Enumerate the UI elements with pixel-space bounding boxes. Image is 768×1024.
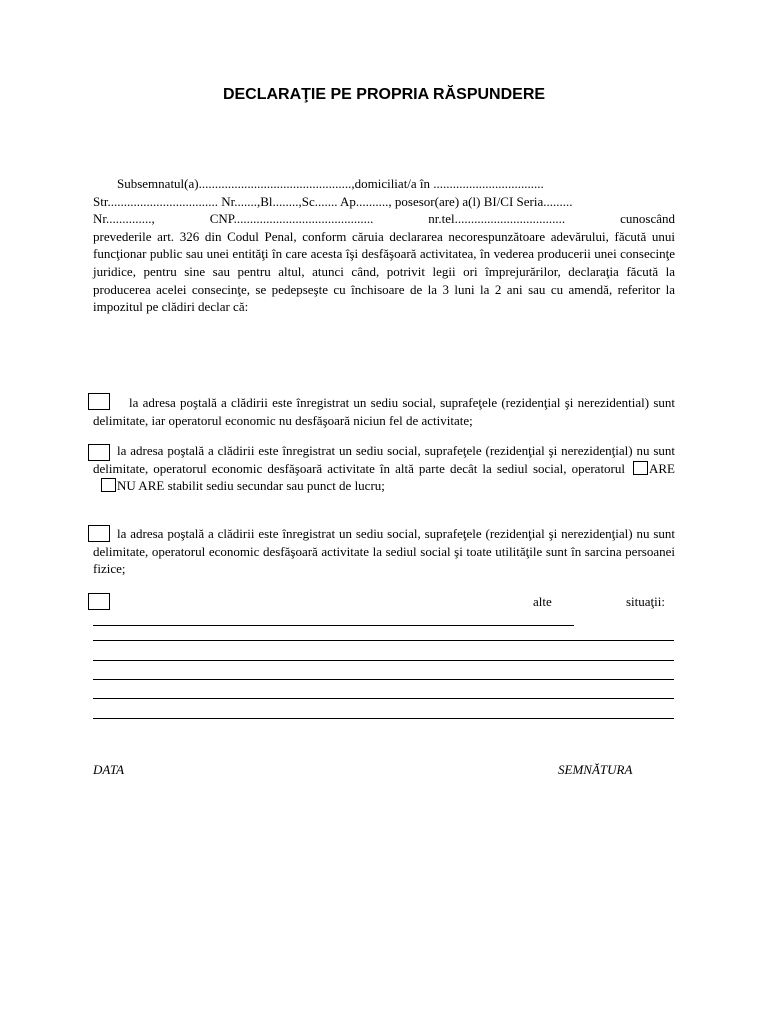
nu-are-label: NU ARE [117, 478, 165, 494]
intro-section [93, 175, 675, 316]
situations-label: situaţii: [626, 594, 665, 609]
option-2-main: la adresa poştală a clădirii este înregistrat un sediu social, suprafeţele (rezidenţial şi nerezidenţial) nu sunt delimitate, operatorul economic desfăşoară activitate în altă parte decât la sediul social, operatorul [93, 443, 675, 476]
nu-are-checkbox[interactable] [101, 478, 116, 492]
option-2-tail: stabilit sediu secundar sau punct de lucru; [167, 478, 385, 494]
intro-line-ids [93, 210, 675, 228]
date-label: DATA [93, 762, 125, 777]
other-label: alte [533, 594, 552, 609]
are-checkbox[interactable] [633, 461, 648, 475]
intro-line-address: Str.................................. Nr.......,Bl........,Sc....... Ap.........., posesor(are) a(l) BI/CI Seria......... [93, 193, 573, 209]
write-line-4[interactable] [93, 679, 674, 680]
knowing-word: cunoscând [620, 211, 675, 227]
option-1-text: la adresa poştală a clădirii este înregistrat un sediu social, suprafeţele (rezidenţial şi nerezidential) sunt delimitate, iar operatorul economic nu desfăşoară niciun fel de activitate; [93, 395, 675, 428]
signature-label: SEMNĂTURA [558, 762, 633, 777]
document-title: DECLARAŢIE PE PROPRIA RĂSPUNDERE [222, 86, 546, 103]
option-3-text: la adresa poştală a clădirii este înregistrat un sediu social, suprafeţele (rezidenţial şi nerezidenţial) nu sunt delimitate, operatorul economic desfăşoară activitate la sediul social şi toate utilităţile sunt în sarcina persoanei fizice; [93, 526, 675, 577]
write-line-6[interactable] [93, 718, 674, 719]
are-label: ARE [649, 460, 675, 476]
phone-field: nr.tel.................................. [428, 211, 566, 227]
intro-line-name: Subsemnatul(a)...............................................,domiciliat/a în .................................. [117, 176, 544, 191]
write-line-3[interactable] [93, 660, 674, 661]
write-line-1[interactable] [93, 625, 574, 626]
nr-field: Nr.............., [93, 211, 155, 227]
option-4-checkbox[interactable] [88, 593, 110, 610]
write-line-2[interactable] [93, 640, 674, 641]
write-line-5[interactable] [93, 698, 674, 699]
cnp-field: CNP........................................... [209, 211, 374, 227]
option-2-text [93, 442, 675, 495]
intro-paragraph: prevederile art. 326 din Codul Penal, conform căruia declararea necorespunzătoare adevărului, făcută unui funcţionar public sau unei entităţi în care acesta îşi desfăşoară activitatea, în vederea producerii unei consecinţe juridice, pentru sine sau pentru altul, atunci când, potrivit legii ori împrejurărilor, declaraţia făcută la producerea acelei consecinţe, se pedepseşte cu închisoare de la 3 luni la 2 ani sau cu amendă, referitor la impozitul pe clădiri declar că: [93, 228, 675, 315]
